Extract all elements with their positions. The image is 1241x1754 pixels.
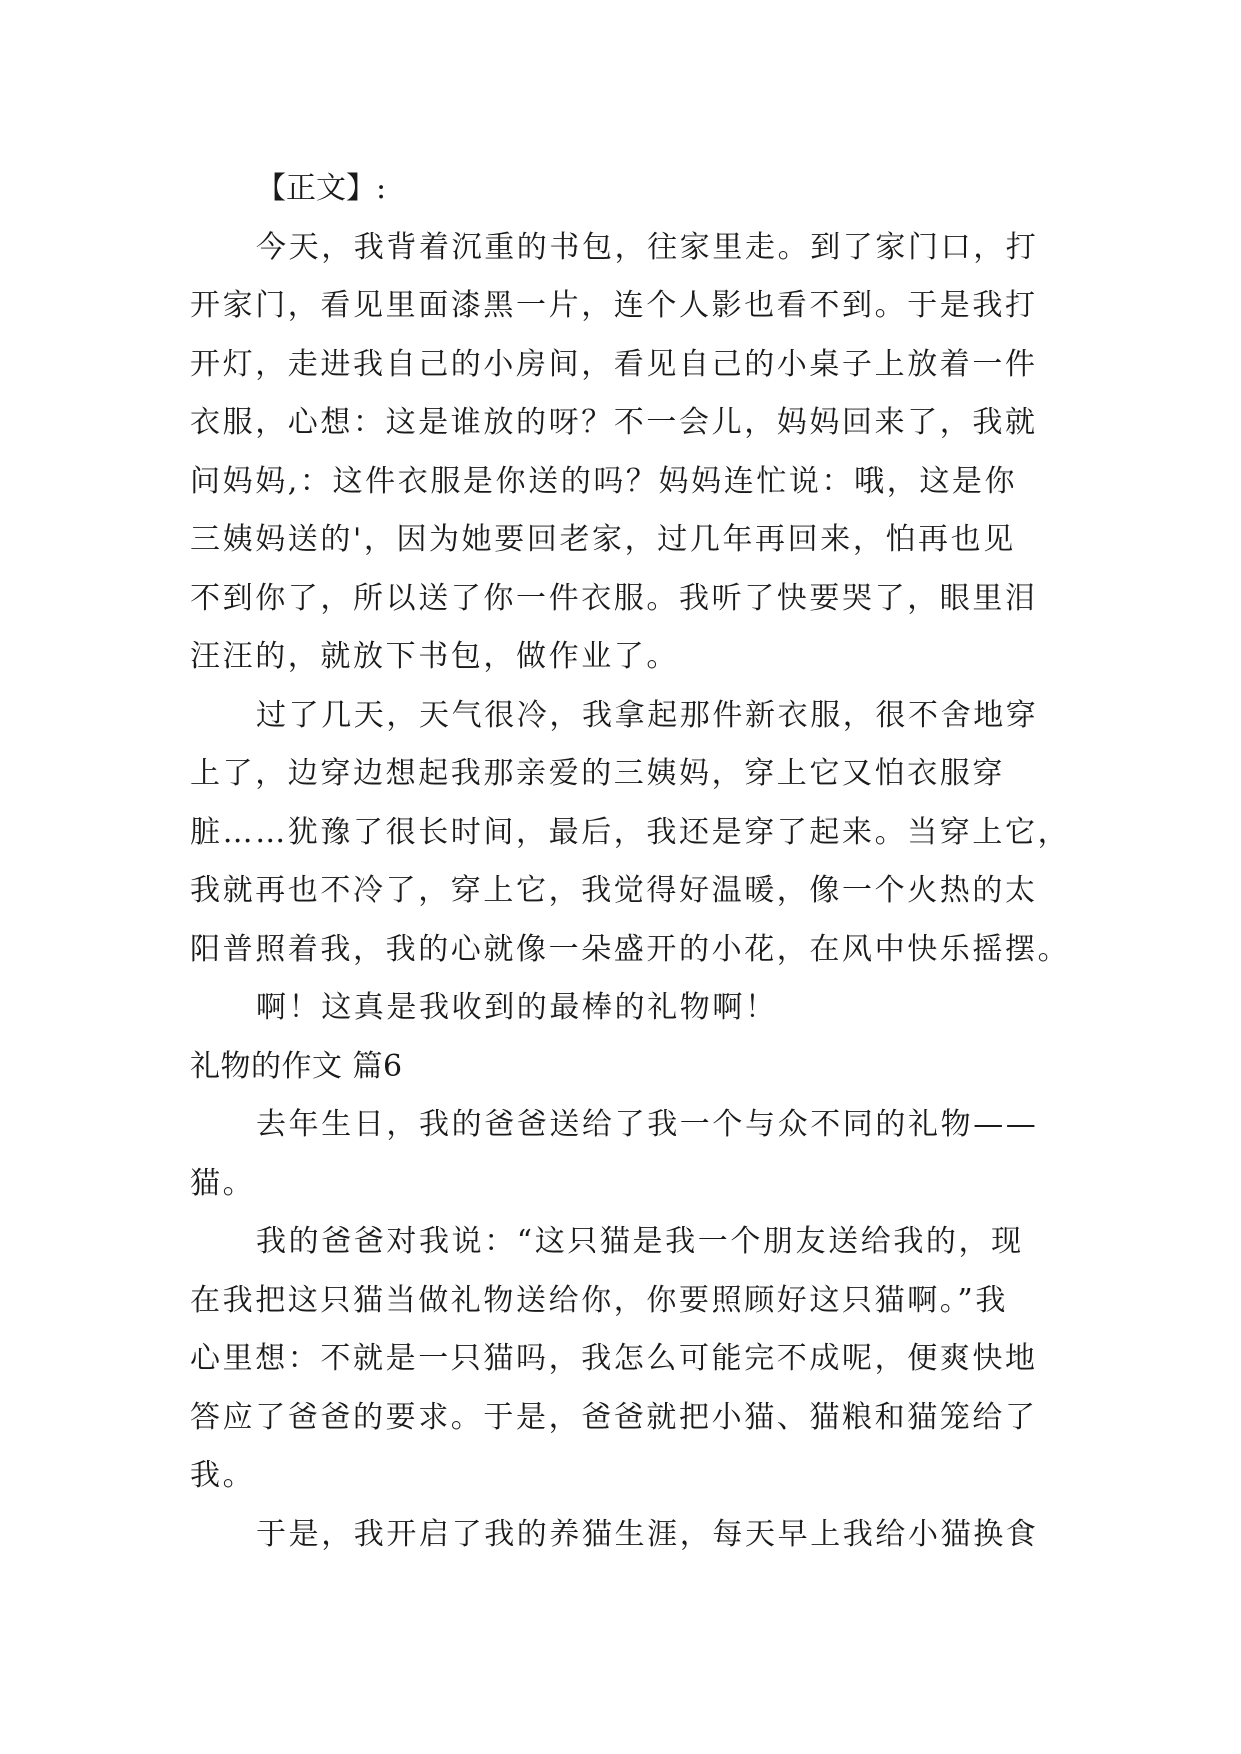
- paragraph-line: 不到你了，所以送了你一件衣服。我听了快要哭了，眼里泪: [190, 580, 1038, 616]
- paragraph-line: 我就再也不冷了，穿上它，我觉得好温暖，像一个火热的太: [190, 873, 1038, 908]
- paragraph-line: 过了几天，天气很冷，我拿起那件新衣服，很不舍地穿: [256, 697, 1039, 733]
- paragraph: [190, 687, 1071, 980]
- paragraph-line: 衣服，心想：这是谁放的呀？不一会儿，妈妈回来了，我就: [190, 405, 1038, 440]
- paragraph-line: 脏……犹豫了很长时间，最后，我还是穿了起来。当穿上它，: [190, 814, 1071, 850]
- paragraph-line: 汪汪的，就放下书包，做作业了。: [190, 639, 679, 674]
- body-label: 【正文】:: [256, 171, 387, 206]
- paragraph-line: 我。: [190, 1458, 256, 1493]
- paragraph-line: 开家门，看见里面漆黑一片，连个人影也看不到。于是我打: [190, 288, 1038, 323]
- paragraph-line: 开灯，走进我自己的小房间，看见自己的小桌子上放着一件: [190, 346, 1038, 382]
- paragraph: [190, 1096, 1050, 1213]
- paragraph: [190, 219, 1050, 687]
- paragraph-line: 我的爸爸对我说：“这只猫是我一个朋友送给我的，现: [256, 1224, 1024, 1259]
- paragraph-line: 三姨妈送的'，因为她要回老家，过几年再回来，怕再也见: [190, 522, 1016, 557]
- paragraph-line: 阳普照着我，我的心就像一朵盛开的小花，在风中快乐摇摆。: [190, 931, 1071, 967]
- paragraph-line: 心里想：不就是一只猫吗，我怎么可能完不成呢，便爽快地: [190, 1341, 1038, 1376]
- paragraph-line: 今天，我背着沉重的书包，往家里走。到了家门口，打: [256, 229, 1039, 265]
- paragraph-line: 上了，边穿边想起我那亲爱的三姨妈，穿上它又怕衣服穿: [190, 756, 1005, 791]
- paragraph-line: 于是，我开启了我的养猫生涯，每天早上我给小猫换食: [256, 1516, 1039, 1552]
- paragraph: [190, 1506, 1050, 1565]
- paragraph-line: 答应了爸爸的要求。于是，爸爸就把小猫、猫粮和猫笼给了: [190, 1399, 1038, 1435]
- paragraph-line: 去年生日，我的爸爸送给了我一个与众不同的礼物——: [256, 1107, 1039, 1142]
- paragraph-line: 啊！这真是我收到的最棒的礼物啊！: [256, 990, 778, 1025]
- paragraph: [190, 979, 1050, 1038]
- paragraph: [190, 1213, 1050, 1506]
- document-body: [190, 160, 1071, 1564]
- section-heading: 礼物的作文 篇6: [190, 1048, 403, 1084]
- paragraph-line: 在我把这只猫当做礼物送给你，你要照顾好这只猫啊。”我: [190, 1282, 1008, 1318]
- paragraph-line: 猫。: [190, 1165, 256, 1201]
- paragraph-line: 问妈妈,：这件衣服是你送的吗？妈妈连忙说：哦，这是你: [190, 463, 1018, 499]
